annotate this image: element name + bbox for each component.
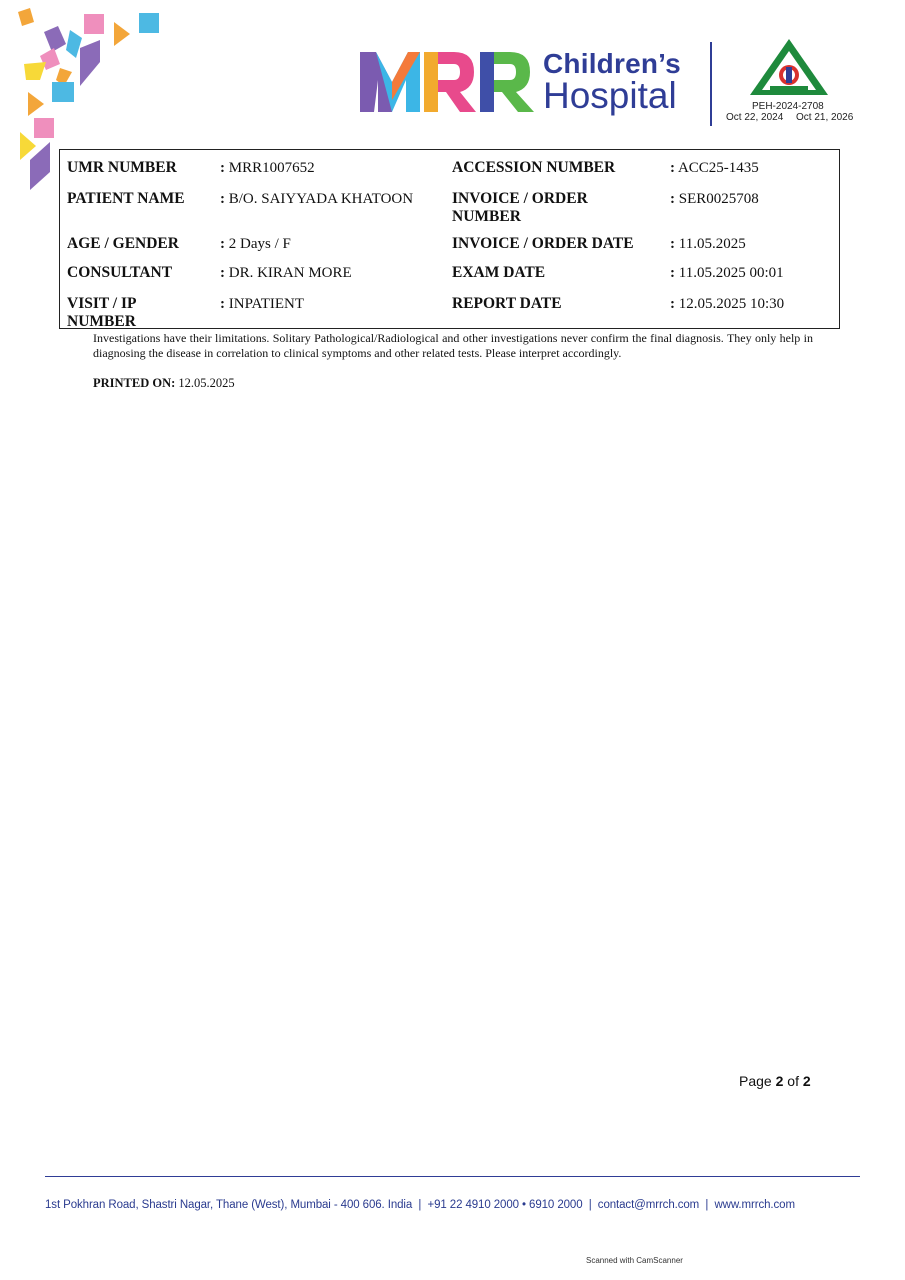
nabh-valid-from: Oct 22, 2024 xyxy=(726,112,784,123)
umr-value: : MRR1007652 xyxy=(220,160,315,176)
footer-website: www.mrrch.com xyxy=(714,1199,795,1211)
patient-info-table xyxy=(59,149,840,329)
consultant-value: : DR. KIRAN MORE xyxy=(220,265,352,281)
invoice-date-label: INVOICE / ORDER DATE xyxy=(452,235,634,252)
exam-date-label: EXAM DATE xyxy=(452,264,546,281)
age-gender-label: AGE / GENDER xyxy=(67,235,179,252)
invoice-number-value: : SER0025708 xyxy=(670,191,759,207)
printed-on xyxy=(93,376,235,391)
invoice-date-value: : 11.05.2025 xyxy=(670,236,746,252)
hospital-logo xyxy=(358,40,718,130)
patient-name-label: PATIENT NAME xyxy=(67,190,185,207)
visit-value: : INPATIENT xyxy=(220,296,305,312)
patient-name-value: : B/O. SAIYYADA KHATOON xyxy=(220,191,414,207)
accession-label: ACCESSION NUMBER xyxy=(452,159,616,176)
footer-email: contact@mrrch.com xyxy=(597,1199,700,1211)
disclaimer-text: Investigations have their limitations. Solitary Pathological/Radiological and other investigations never confirm the final diagnosis. They only help in diagnosing the disease in correlation to clinical symptoms and other related tests. Please interpret accordingly. xyxy=(93,331,813,360)
footer-address: 1st Pokhran Road, Shastri Nagar, Thane (West), Mumbai - 400 606. India xyxy=(45,1199,413,1211)
report-date-label: REPORT DATE xyxy=(452,295,562,312)
consultant-label: CONSULTANT xyxy=(67,264,173,281)
exam-date-value: : 11.05.2025 00:01 xyxy=(670,265,784,281)
nabh-badge-icon xyxy=(748,37,830,99)
invoice-number-label: INVOICE / ORDER NUMBER xyxy=(452,190,588,225)
footer-phone: +91 22 4910 2000 • 6910 2000 xyxy=(427,1199,583,1211)
report-date-value: : 12.05.2025 10:30 xyxy=(670,296,785,312)
nabh-valid-to: Oct 21, 2026 xyxy=(796,112,854,123)
umr-label: UMR NUMBER xyxy=(67,159,177,176)
mrr-logo-mark xyxy=(358,40,543,120)
scanner-watermark: Scanned with CamScanner xyxy=(586,1256,683,1265)
logo-childrens-text: Children’s xyxy=(543,48,681,79)
visit-label: VISIT / IP NUMBER xyxy=(67,295,137,330)
accession-value: : ACC25-1435 xyxy=(670,160,759,176)
logo-divider xyxy=(710,42,712,126)
logo-hospital-text: Hospital xyxy=(543,75,677,116)
footer-contact: 1st Pokhran Road, Shastri Nagar, Thane (West), Mumbai - 400 606. India | +91 22 4910 2000 • 6910 2000 | contact@mrrch.com | www.mrrch.com xyxy=(45,1199,795,1211)
nabh-code: PEH-2024-2708 xyxy=(752,101,824,112)
printed-on-value: 12.05.2025 xyxy=(178,376,235,390)
page-number: Page 2 of 2 xyxy=(739,1073,811,1089)
age-gender-value: : 2 Days / F xyxy=(220,236,291,252)
printed-on-label: PRINTED ON: xyxy=(93,376,176,390)
footer-divider xyxy=(45,1176,860,1177)
